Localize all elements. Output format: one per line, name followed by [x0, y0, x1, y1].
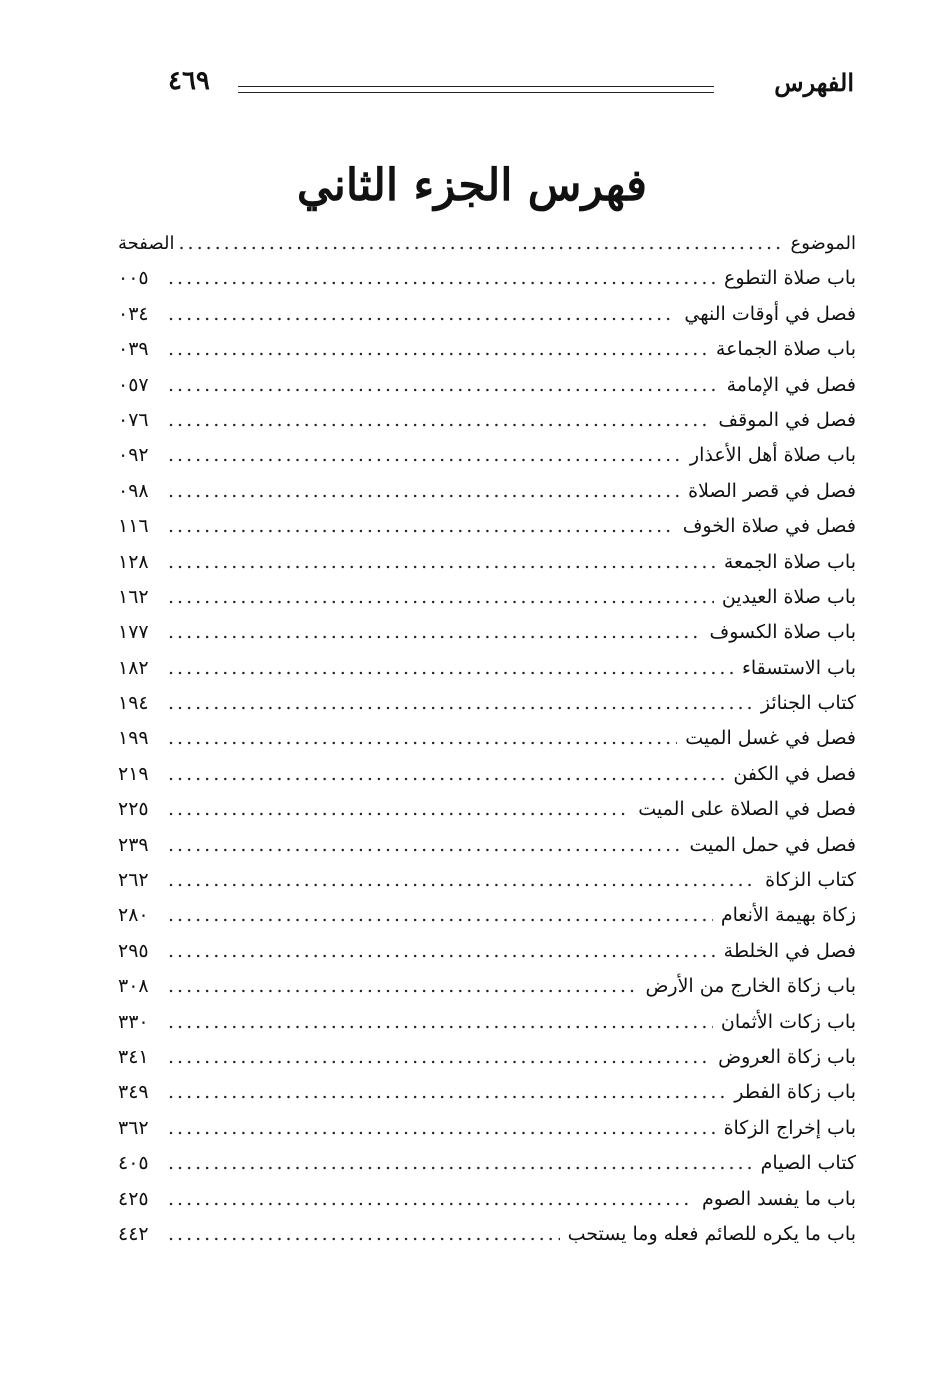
toc-entry [118, 863, 856, 898]
entry-title: زكاة بهيمة الأنعام [720, 904, 856, 927]
entry-title: باب ما يكره للصائم فعله وما يستحب [567, 1222, 856, 1245]
dot-leader [168, 1111, 716, 1146]
entry-page-number: ٠٣٤ [118, 302, 149, 325]
dot-leader [168, 580, 714, 615]
entry-page-number: ٣٤٩ [118, 1081, 149, 1104]
dot-leader [168, 1146, 753, 1181]
entry-page-number: ١١٦ [118, 515, 149, 538]
toc-entry [118, 403, 856, 438]
dot-leader [168, 934, 716, 969]
entry-title: باب زكاة الفطر [734, 1081, 856, 1104]
dot-leader [168, 1005, 713, 1040]
toc-entry [118, 1005, 856, 1040]
entry-title: باب إخراج الزكاة [723, 1116, 856, 1139]
entry-title: باب صلاة العيدين [721, 585, 856, 608]
entry-page-number: ١٨٢ [118, 656, 149, 679]
dot-leader [168, 1075, 726, 1110]
dot-leader [168, 686, 753, 721]
dot-leader [168, 509, 675, 544]
toc-entry [118, 721, 856, 756]
entry-page-number: ٣٦٢ [118, 1116, 149, 1139]
entry-page-number: ٤٠٥ [118, 1152, 149, 1175]
entry-page-number: ٠٩٢ [118, 444, 149, 467]
toc-entry [118, 898, 856, 933]
dot-leader [168, 651, 734, 686]
toc-entry [118, 297, 856, 332]
entry-page-number: ١٢٨ [118, 550, 149, 573]
entry-page-number: ٤٤٢ [118, 1222, 149, 1245]
toc-entry [118, 969, 856, 1004]
entry-title: فصل في حمل الميت [689, 833, 856, 856]
toc-entries [118, 261, 856, 1252]
dot-leader [168, 261, 716, 296]
dot-leader [168, 1040, 710, 1075]
toc-entry [118, 1040, 856, 1075]
entry-title: فصل في الخلطة [723, 939, 856, 962]
entry-title: باب صلاة الجمعة [723, 550, 856, 573]
entry-page-number: ٣٣٠ [118, 1010, 149, 1033]
toc-entry [118, 261, 856, 296]
dot-leader [178, 226, 782, 261]
dot-leader [168, 297, 676, 332]
dot-leader [168, 1182, 694, 1217]
entry-page-number: ٢٦٢ [118, 869, 149, 892]
header-rule [238, 86, 714, 93]
toc-entry [118, 1217, 856, 1252]
entry-page-number: ١٩٤ [118, 692, 149, 715]
entry-title: فصل في الموقف [718, 408, 856, 431]
entry-title: فصل في قصر الصلاة [688, 479, 856, 502]
entry-page-number: ١٧٧ [118, 621, 149, 644]
topic-column-label: الموضوع [790, 233, 856, 254]
dot-leader [168, 969, 637, 1004]
entry-page-number: ٠٥٧ [118, 373, 149, 396]
dot-leader [168, 332, 708, 367]
table-of-contents [118, 226, 856, 1252]
dot-leader [168, 368, 719, 403]
toc-entry [118, 545, 856, 580]
entry-page-number: ٣٤١ [118, 1045, 149, 1068]
dot-leader [168, 474, 680, 509]
entry-title: باب زكات الأثمان [720, 1010, 856, 1033]
running-header [148, 66, 854, 106]
entry-page-number: ٢٣٩ [118, 833, 149, 856]
toc-entry [118, 686, 856, 721]
toc-column-header [118, 226, 856, 261]
toc-entry [118, 438, 856, 473]
entry-page-number: ١٩٩ [118, 727, 149, 750]
entry-title: باب زكاة الخارج من الأرض [645, 975, 856, 998]
entry-title: باب الاستسقاء [741, 656, 856, 679]
dot-leader [168, 615, 702, 650]
entry-page-number: ٤٢٥ [118, 1187, 149, 1210]
page-title: فهرس الجزء الثاني [296, 160, 648, 211]
dot-leader [168, 792, 630, 827]
entry-title: باب صلاة الكسوف [709, 621, 856, 644]
toc-entry [118, 1075, 856, 1110]
page-column-label: الصفحة [118, 233, 175, 254]
toc-entry [118, 474, 856, 509]
toc-entry [118, 509, 856, 544]
dot-leader [168, 898, 713, 933]
entry-title: باب زكاة العروض [718, 1045, 856, 1068]
toc-entry [118, 828, 856, 863]
entry-title: كتاب الزكاة [765, 869, 856, 892]
toc-entry [118, 934, 856, 969]
toc-entry [118, 792, 856, 827]
dot-leader [168, 545, 716, 580]
entry-title: باب صلاة التطوع [723, 267, 856, 290]
running-title: الفهرس [774, 68, 854, 97]
entry-title: كتاب الصيام [760, 1152, 856, 1175]
entry-page-number: ٢١٩ [118, 762, 149, 785]
dot-leader [168, 721, 677, 756]
entry-title: كتاب الجنائز [760, 692, 856, 715]
entry-title: فصل في الإمامة [726, 373, 856, 396]
entry-title: فصل في أوقات النهي [684, 302, 856, 325]
entry-page-number: ٢٨٠ [118, 904, 149, 927]
entry-title: باب ما يفسد الصوم [702, 1187, 856, 1210]
entry-title: فصل في الكفن [733, 762, 856, 785]
entry-page-number: ٢٢٥ [118, 798, 149, 821]
toc-entry [118, 1146, 856, 1181]
entry-page-number: ٢٩٥ [118, 939, 149, 962]
dot-leader [168, 828, 681, 863]
dot-leader [168, 403, 710, 438]
toc-entry [118, 615, 856, 650]
entry-title: فصل في غسل الميت [685, 727, 856, 750]
dot-leader [168, 438, 682, 473]
toc-entry [118, 651, 856, 686]
toc-entry [118, 1111, 856, 1146]
entry-page-number: ٠٣٩ [118, 338, 149, 361]
entry-title: باب صلاة أهل الأعذار [689, 444, 856, 467]
toc-entry [118, 368, 856, 403]
entry-page-number: ١٦٢ [118, 585, 149, 608]
entry-page-number: ٠٧٦ [118, 408, 149, 431]
entry-page-number: ٣٠٨ [118, 975, 149, 998]
dot-leader [168, 863, 757, 898]
entry-title: فصل في الصلاة على الميت [638, 798, 856, 821]
toc-entry [118, 1182, 856, 1217]
dot-leader [168, 1217, 560, 1252]
toc-entry [118, 332, 856, 367]
dot-leader [168, 757, 725, 792]
toc-entry [118, 757, 856, 792]
entry-page-number: ٠٠٥ [118, 267, 149, 290]
entry-title: فصل في صلاة الخوف [682, 515, 856, 538]
entry-page-number: ٠٩٨ [118, 479, 149, 502]
toc-entry [118, 580, 856, 615]
page-number: ٤٦٩ [168, 66, 210, 96]
entry-title: باب صلاة الجماعة [715, 338, 856, 361]
